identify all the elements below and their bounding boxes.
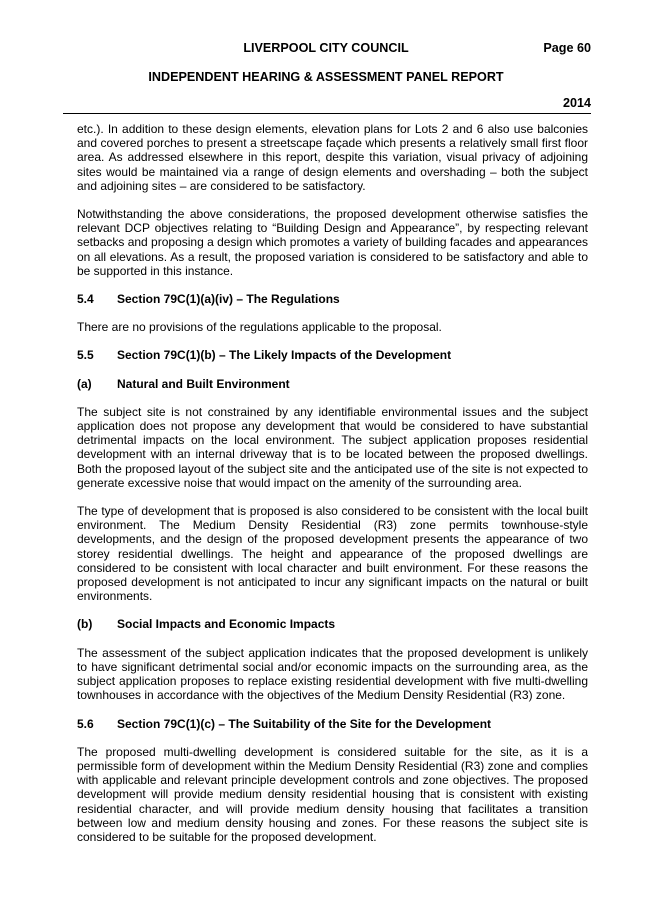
section-number: 5.6 <box>77 716 94 731</box>
section-heading-5-4 <box>77 292 588 306</box>
header-divider <box>63 113 591 114</box>
page-number: Page 60 <box>543 41 591 55</box>
paragraph: The type of development that is proposed is also considered to be consistent with the local built environment. The Medium Density Residential (R3) zone permits townhouse-style developments, and the design of the proposed development presents the appearance of two storey residential dwellings. The height and appearance of the proposed dwellings are considered to be consistent with local character and built environment. For these reasons the proposed development is not anticipated to incur any significant impacts on the natural or built environments. <box>77 504 588 604</box>
paragraph: Notwithstanding the above considerations, the proposed development otherwise satisfies the relevant DCP objectives relating to “Building Design and Appearance”, by respecting relevant setbacks and proposing a design which promotes a variety of building facades and appearances on all elevations. As a result, the proposed variation is considered to be satisfactory and able to be supported in this instance. <box>77 207 588 278</box>
subsection-heading-a <box>77 377 588 391</box>
subsection-title: Social Impacts and Economic Impacts <box>117 617 336 632</box>
report-body <box>77 122 588 858</box>
section-heading-5-5 <box>77 348 588 362</box>
section-title: Section 79C(1)(b) – The Likely Impacts of the Development <box>117 348 452 363</box>
paragraph: The proposed multi-dwelling development is considered suitable for the site, as it is a permissible form of development within the Medium Density Residential (R3) zone and complies with applicable and relevant principle development controls and zone objectives. The proposed development will provide medium density residential housing that is consistent with existing residential character, and will provide medium density housing that facilitates a transition between low and medium density housing and zones. For these reasons the subject site is considered to be suitable for the proposed development. <box>77 744 588 844</box>
paragraph: The assessment of the subject application indicates that the proposed development is unlikely to have significant detrimental social and/or economic impacts on the surrounding area, as the subject application proposes to replace existing residential development with five multi-dwelling townhouses in accordance with the objectives of the Medium Density Residential (R3) zone. <box>77 645 588 703</box>
subsection-number: (b) <box>77 617 93 632</box>
section-title: Section 79C(1)(c) – The Suitability of the Site for the Development <box>117 716 492 731</box>
section-number: 5.4 <box>77 292 94 307</box>
section-title: Section 79C(1)(a)(iv) – The Regulations <box>117 292 340 307</box>
paragraph: There are no provisions of the regulations applicable to the proposal. <box>77 320 442 335</box>
section-heading-5-6 <box>77 717 588 731</box>
report-year: 2014 <box>562 96 591 110</box>
council-name: LIVERPOOL CITY COUNCIL <box>243 41 409 55</box>
subsection-number: (a) <box>77 376 92 391</box>
section-number: 5.5 <box>77 348 94 363</box>
report-title: INDEPENDENT HEARING & ASSESSMENT PANEL REPORT <box>148 70 504 84</box>
subsection-heading-b <box>77 617 588 631</box>
paragraph: etc.). In addition to these design elements, elevation plans for Lots 2 and 6 also use balconies and covered porches to present a streetscape façade which presents a relatively small first floor area. As addressed elsewhere in this report, despite this variation, visual privacy of adjoining sites would be maintained via a range of design elements and overshading – both the subject and adjoining sites – are considered to be satisfactory. <box>77 122 588 193</box>
subsection-title: Natural and Built Environment <box>117 376 290 391</box>
paragraph: The subject site is not constrained by any identifiable environmental issues and the subject application does not propose any development that would be considered to have substantial detrimental impacts on the local environment. The subject application proposes residential development with an internal driveway that is to be located between the proposed dwellings. Both the proposed layout of the subject site and the anticipated use of the site is not expected to generate excessive noise that would impact on the amenity of the surrounding area. <box>77 404 588 490</box>
